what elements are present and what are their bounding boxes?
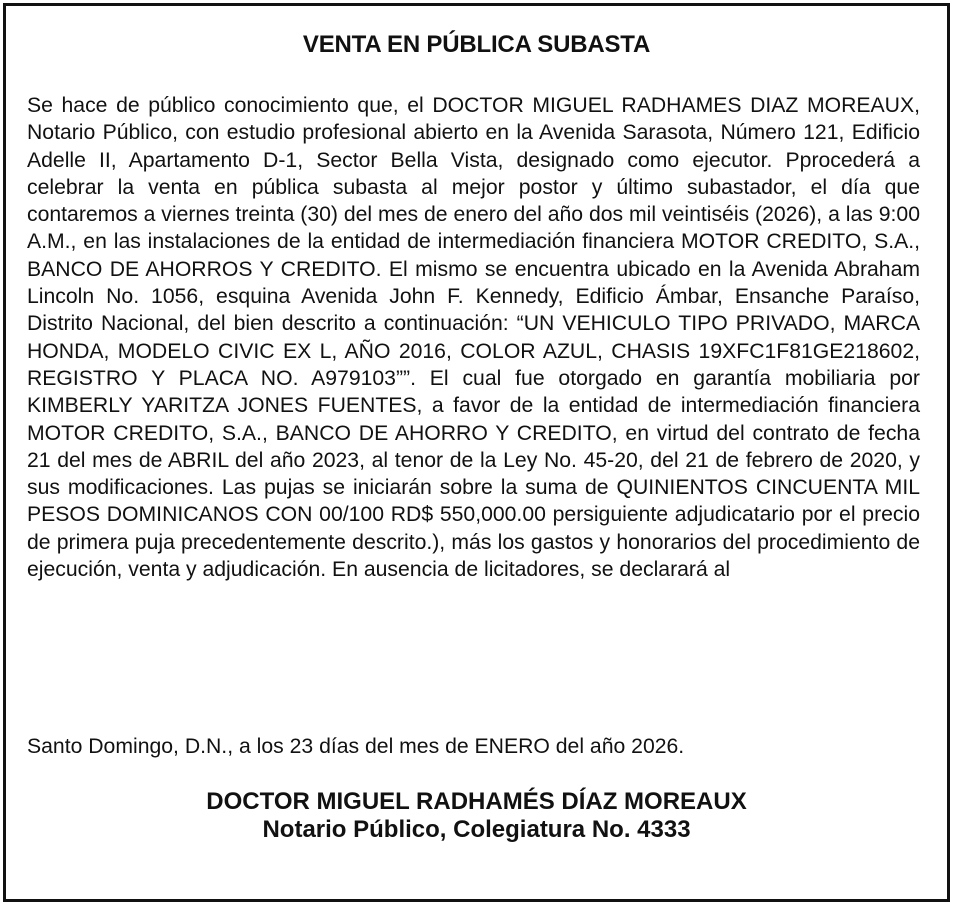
signer-name: DOCTOR MIGUEL RADHAMÉS DÍAZ MOREAUX (206, 788, 747, 815)
notice-body: Se hace de público conocimiento que, el DOCTOR MIGUEL RADHAMES DIAZ MOREAUX, Notario Público, con estudio profesional abierto en la Avenida Sarasota, Número 121, Edificio Adelle II, Apartamento D-1, Sector Bella Vista, designado como ejecutor. Pprocederá a celebrar la venta en pública subasta al mejor postor y último subastador, el día que contaremos a viernes treinta (30) del mes de enero del año dos mil veintiséis (2026), a las 9:00 A.M., en las instalaciones de la entidad de intermediación financiera MOTOR CREDITO, S.A., BANCO DE AHORROS Y CREDITO. El mismo se encuentra ubicado en la Avenida Abraham Lincoln No. 1056, esquina Avenida John F. Kennedy, Edificio Ámbar, Ensanche Paraíso, Distrito Nacional, del bien descrito a continuación: “UN VEHICULO TIPO PRIVADO, MARCA HONDA, MODELO CIVIC EX L, AÑO 2016, COLOR AZUL, CHASIS 19XFC1F81GE218602, REGISTRO Y PLACA NO. A979103””. El cual fue otorgado en garantía mobiliaria por KIMBERLY YARITZA JONES FUENTES, a favor de la entidad de intermediación financiera MOTOR CREDITO, S.A., BANCO DE AHORRO Y CREDITO, en virtud del contrato de fecha 21 del mes de ABRIL del año 2023, al tenor de la Ley No. 45-20, del 21 de febrero de 2020, y sus modificaciones. Las pujas se iniciarán sobre la suma de QUINIENTOS CINCUENTA MIL PESOS DOMINICANOS CON 00/100 RD$ 550,000.00 persiguiente adjudicatario por el precio de primera puja precedentemente descrito.), más los gastos y honorarios del procedimiento de ejecución, venta y adjudicación. En ausencia de licitadores, se declarará al (27, 94, 920, 582)
notice-dateline: Santo Domingo, D.N., a los 23 días del mes de ENERO del año 2026. (27, 735, 685, 758)
notice-title: VENTA EN PÚBLICA SUBASTA (302, 31, 651, 58)
signer-role: Notario Público, Colegiatura No. 4333 (262, 816, 691, 843)
